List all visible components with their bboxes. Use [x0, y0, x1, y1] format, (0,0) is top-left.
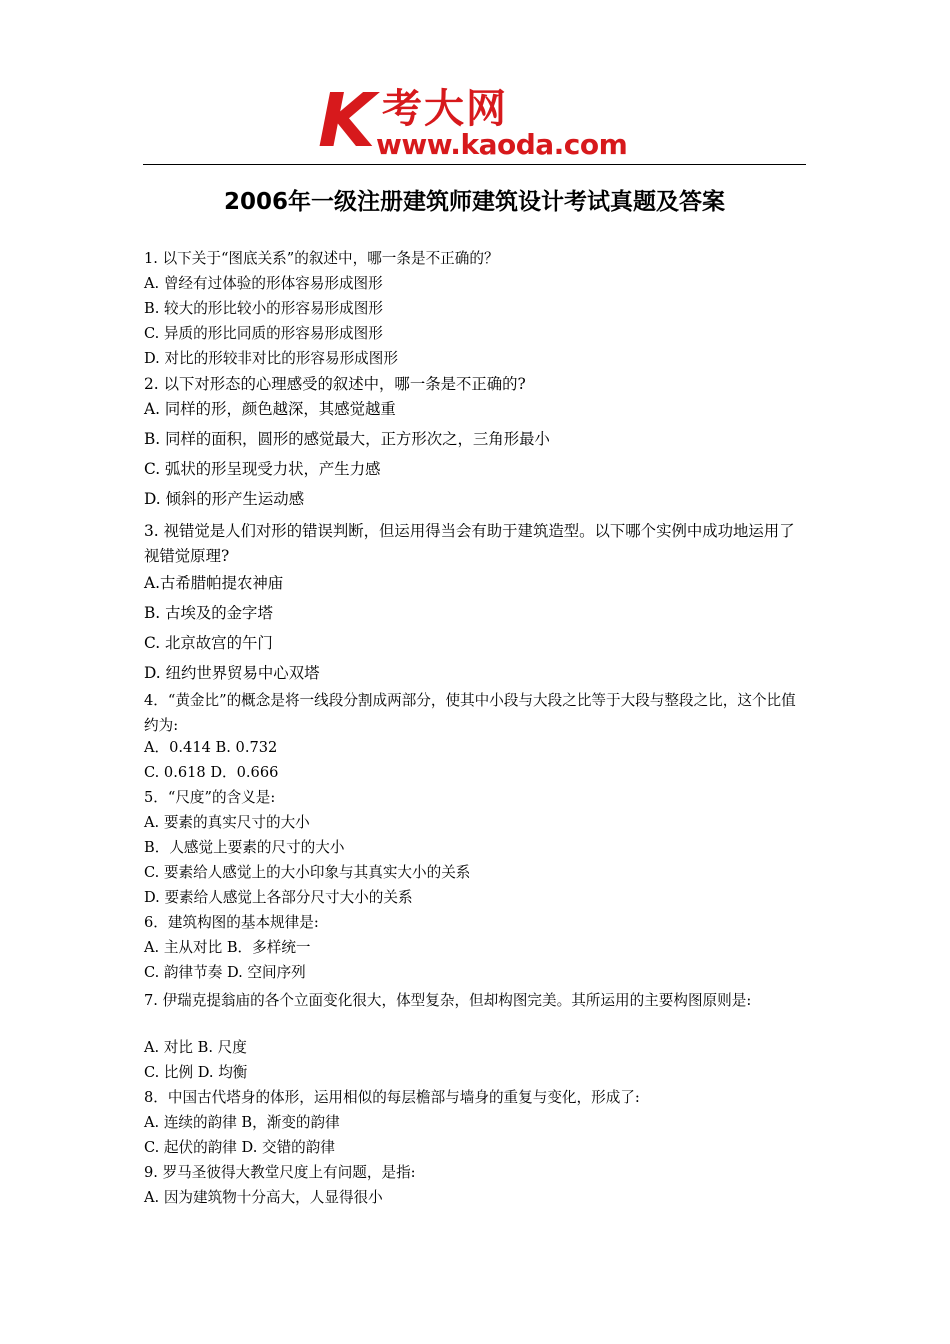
logo-brand-cn: 考大网 [382, 86, 508, 132]
q2-stem: 2. 以下对形态的心理感受的叙述中，哪一条是不正确的? [144, 375, 526, 393]
logo-brand-url: www.kaoda.com [376, 128, 628, 160]
q3-option-c: C. 北京故宫的午门 [144, 634, 273, 652]
q2-option-b: B. 同样的面积，圆形的感觉最大，正方形次之，三角形最小 [144, 430, 550, 448]
q3-stem: 3. 视错觉是人们对形的错误判断，但运用得当会有助于建筑造型。以下哪个实例中成功地运用了视错觉原理? [144, 522, 795, 565]
q4-stem: 4．“黄金比”的概念是将一线段分割成两部分，使其中小段与大段之比等于大段与整段之比，这个比值约为: [144, 692, 796, 734]
header-divider [143, 164, 806, 165]
q6-options-cd: C. 韵律节奏 D. 空间序列 [144, 964, 306, 981]
q1-option-b: B. 较大的形比较小的形容易形成图形 [144, 300, 383, 317]
q9-option-a: A. 因为建筑物十分高大，人显得很小 [144, 1189, 383, 1206]
q5-option-c: C. 要素给人感觉上的大小印象与其真实大小的关系 [144, 864, 471, 881]
kaoda-logo-graphic [318, 80, 638, 160]
page-title: 2006年一级注册建筑师建筑设计考试真题及答案 [223, 189, 725, 215]
logo-k-letter: K [318, 80, 376, 160]
q1-option-a: A. 曾经有过体验的形体容易形成图形 [144, 275, 383, 292]
q5-stem: 5．“尺度”的含义是: [144, 789, 276, 806]
q8-stem: 8．中国古代塔身的体形，运用相似的每层檐部与墙身的重复与变化，形成了: [144, 1089, 640, 1106]
q6-options-ab: A. 主从对比 B．多样统一 [144, 939, 311, 956]
q5-option-d: D. 要素给人感觉上各部分尺寸大小的关系 [144, 889, 413, 906]
q8-options-cd: C. 起伏的韵律 D. 交错的韵律 [144, 1139, 335, 1156]
q1-option-d: D. 对比的形较非对比的形容易形成图形 [144, 350, 398, 367]
q2-option-c: C. 弧状的形呈现受力状，产生力感 [144, 460, 381, 478]
q7-options-ab: A. 对比 B. 尺度 [144, 1039, 247, 1056]
exam-questions [144, 249, 808, 1213]
q4-options-ab: A．0.414 B. 0.732 [144, 739, 278, 756]
q9-stem: 9. 罗马圣彼得大教堂尺度上有问题，是指: [144, 1164, 416, 1181]
q5-option-b: B．人感觉上要素的尺寸的大小 [144, 839, 345, 856]
q2-option-a: A. 同样的形，颜色越深，其感觉越重 [144, 400, 396, 418]
q3-option-b: B. 古埃及的金字塔 [144, 604, 273, 622]
q1-option-c: C. 异质的形比同质的形容易形成图形 [144, 325, 383, 342]
q1-stem: 1. 以下关于“图底关系”的叙述中，哪一条是不正确的？ [144, 250, 499, 267]
q4-options-cd: C. 0.618 D．0.666 [144, 764, 279, 781]
kaoda-logo [318, 80, 638, 160]
q8-options-ab: A. 连续的韵律 B，渐变的韵律 [144, 1114, 340, 1131]
q7-options-cd: C. 比例 D. 均衡 [144, 1064, 248, 1081]
q5-option-a: A. 要素的真实尺寸的大小 [144, 814, 310, 831]
q2-option-d: D. 倾斜的形产生运动感 [144, 490, 305, 508]
q6-stem: 6．建筑构图的基本规律是: [144, 914, 319, 931]
q3-option-a: A.古希腊帕提农神庙 [144, 574, 284, 592]
q7-stem: 7. 伊瑞克提翁庙的各个立面变化很大，体型复杂，但却构图完美。其所运用的主要构图原则是: [144, 992, 752, 1009]
q3-option-d: D. 纽约世界贸易中心双塔 [144, 664, 320, 682]
